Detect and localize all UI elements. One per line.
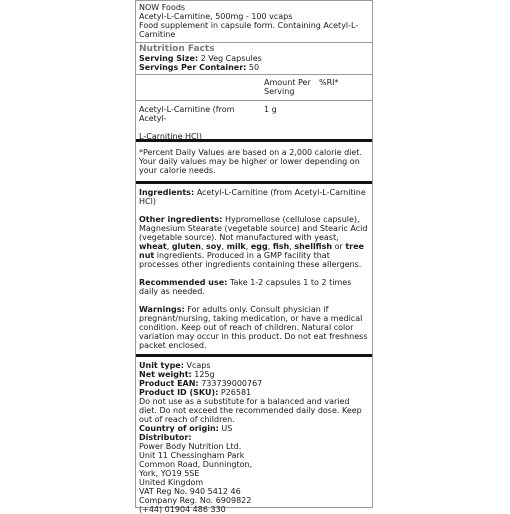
warnings	[139, 305, 369, 350]
other-ingredients-text-before: Hypromellose (cellulose capsule), Magnesium Stearate (vegetable source) and Stearic Acid (vegetable source). Not manufactured with yeast,	[139, 215, 368, 242]
allergen-egg: egg	[250, 242, 268, 251]
allergen-tree-nut: tree nut	[139, 242, 364, 260]
net-weight-label: Net weight:	[139, 370, 192, 379]
product-details-section	[136, 357, 372, 514]
distributor-line: United Kingdom	[139, 478, 204, 487]
supplement-label-panel	[135, 0, 373, 514]
distributor-line: Common Road, Dunnington,	[139, 460, 253, 469]
serving-size-value: 2 Veg Capsules	[200, 54, 262, 63]
column-header-name	[139, 78, 264, 100]
usage-advice: Do not use as a substitute for a balanced and varied diet. Do not exceed the recommended daily dose. Keep out of reach of children.	[139, 397, 362, 424]
ingredients	[139, 188, 369, 206]
brand-name: NOW Foods	[139, 3, 186, 12]
daily-value-footnote: *Percent Daily Values are based on a 2,000 calorie diet. Your daily values may be higher or lower depending on your calorie needs.	[139, 148, 362, 175]
nutrient-amount: 1 g	[264, 105, 277, 114]
servings-per-container	[139, 63, 369, 72]
ingredients-section	[136, 184, 372, 350]
warnings-text: For adults only. Consult physician if pregnant/nursing, taking medication, or have a medical condition. Keep out of reach of children. Natural color variation may occur in this product. Do not eat freshness packet enclosed.	[139, 305, 368, 350]
distributor-line: Unit 11 Chessingham Park	[139, 451, 245, 460]
nutrient-name-line2: L-Carnitine HCl)	[139, 132, 202, 141]
recommended-use	[139, 278, 369, 296]
ingredients-label: Ingredients:	[139, 188, 195, 197]
other-ingredients: Other ingredients: Hypromellose (cellulose capsule), Magnesium Stearate (vegetable source) and Stearic Acid (vegetable source). Not manufactured with yeast, wheat, gluten, soy, milk, egg, fish, shellfish or tree nut ingredients. Produced in a GMP facility that processes other ingredients containing these allergens.	[139, 215, 368, 269]
servings-per-container-value: 50	[248, 63, 260, 72]
column-header-amount: Amount Per Serving	[264, 78, 311, 96]
distributor-line: Power Body Nutrition Ltd.	[139, 442, 242, 451]
allergen-gluten: gluten	[171, 242, 201, 251]
net-weight	[139, 370, 369, 379]
warnings-label: Warnings:	[139, 305, 185, 314]
column-header-ri: %RI*	[319, 78, 339, 87]
recommended-use-text: Take 1-2 capsules 1 to 2 times daily as needed.	[139, 278, 352, 296]
product-sku-value: P26581	[220, 388, 252, 397]
other-ingredients-text-after: ingredients. Produced in a GMP facility that processes other ingredients containing these allergens.	[139, 251, 362, 269]
product-ean	[139, 379, 369, 388]
footnote-section	[136, 142, 372, 181]
allergen-fish: fish	[272, 242, 290, 251]
net-weight-value: 125g	[194, 370, 215, 379]
nutrient-ri	[319, 105, 369, 137]
nutrition-facts-section	[136, 43, 372, 72]
nutrition-facts-title: Nutrition Facts	[139, 44, 215, 54]
product-ean-value: 733739000767	[201, 379, 263, 388]
allergen-shellfish: shellfish	[294, 242, 333, 251]
facts-table-header	[136, 75, 372, 100]
table-row	[136, 101, 372, 141]
product-sku	[139, 388, 369, 397]
allergen-milk: milk	[226, 242, 246, 251]
unit-type-value: Vcaps	[186, 361, 211, 370]
ingredients-text: Acetyl-L-Carnitine (from Acetyl-L-Carnitine HCl)	[139, 188, 366, 206]
country-of-origin-value: US	[221, 424, 233, 433]
product-header	[136, 1, 372, 39]
allergen-wheat: wheat	[139, 242, 167, 251]
allergen-soy: soy	[206, 242, 222, 251]
product-name: Acetyl-L-Carnitine, 500mg - 100 vcaps	[139, 12, 293, 21]
product-ean-label: Product EAN:	[139, 379, 199, 388]
unit-type	[139, 361, 369, 370]
serving-size	[139, 54, 369, 63]
product-sku-label: Product ID (SKU):	[139, 388, 219, 397]
product-description: Food supplement in capsule form. Containing Acetyl-L-Carnitine	[139, 21, 359, 39]
other-ingredients-label: Other ingredients:	[139, 215, 223, 224]
country-of-origin-label: Country of origin:	[139, 424, 219, 433]
distributor-line: VAT Reg No. 940 5412 46	[139, 487, 241, 496]
serving-size-label: Serving Size:	[139, 54, 199, 63]
distributor-label-text: Distributor:	[139, 433, 192, 442]
country-of-origin	[139, 424, 369, 433]
distributor-line: (+44) 01904 486 330	[139, 505, 226, 514]
servings-per-container-label: Servings Per Container:	[139, 63, 247, 72]
nutrient-name-line1: Acetyl-L-Carnitine (from Acetyl-	[139, 105, 235, 123]
distributor-label	[139, 433, 369, 442]
nutrient-name	[139, 105, 264, 141]
distributor-line: York, YO19 5SE	[139, 469, 200, 478]
recommended-use-label: Recommended use:	[139, 278, 228, 287]
unit-type-label: Unit type:	[139, 361, 184, 370]
distributor-line: Company Reg. No. 6909822	[139, 496, 252, 505]
